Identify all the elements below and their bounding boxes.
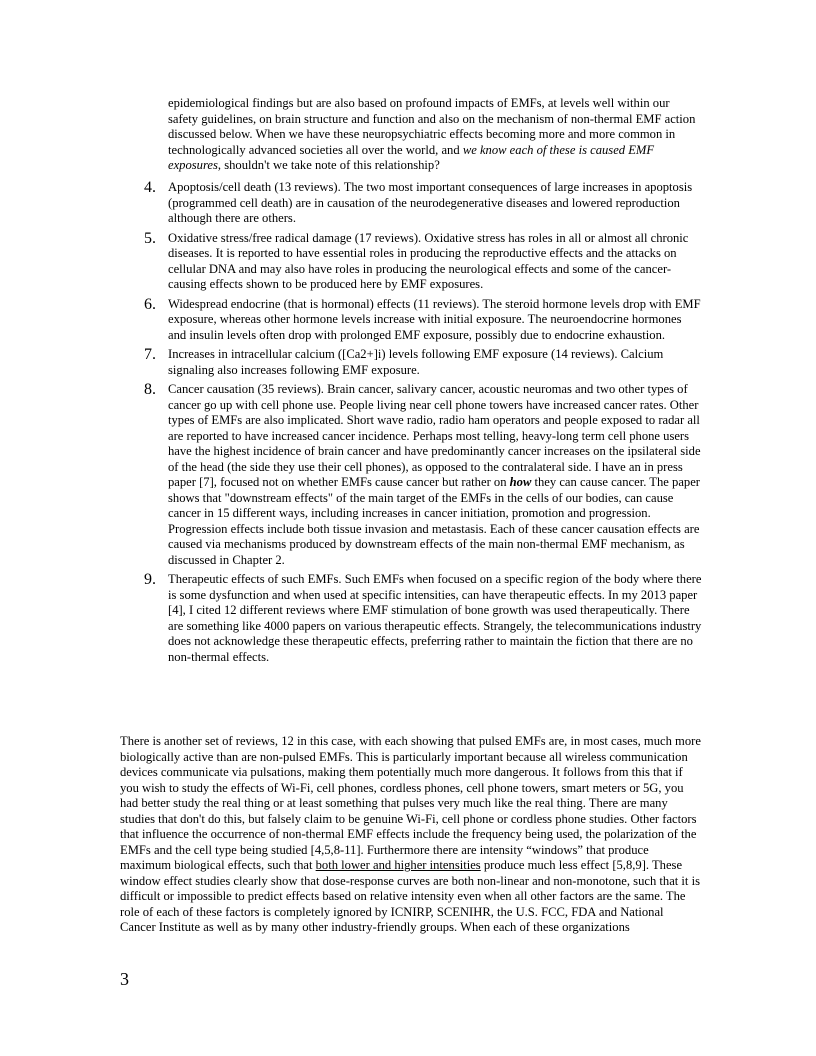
emphasized-word: how bbox=[509, 475, 532, 489]
list-number: 4. bbox=[144, 179, 156, 196]
list-item-6 bbox=[0, 297, 702, 344]
paragraph-text-end: produce much less effect [5,8,9]. These window effect studies clearly show that dose-response curves are both non-linear and non-monotone, such that it is difficult or impossible to predict effects based on relative intensity even when all other factors are the same. The role of each of these factors is completely ignored by ICNIRP, SCENIHR, the U.S. FCC, FDA and National Cancer Institute as well as by many other industry-friendly groups. When each of these organizations bbox=[120, 858, 700, 934]
emphasized-phrase: we know each of these is caused EMF exposures bbox=[168, 142, 655, 172]
list-item-4 bbox=[0, 180, 702, 227]
body-paragraph bbox=[120, 734, 702, 936]
list-item-5 bbox=[0, 231, 702, 293]
list-item-text: Increases in intracellular calcium ([Ca2+]i) levels following EMF exposure (14 reviews). Calcium signaling also increases following EMF exposure. bbox=[168, 347, 664, 377]
underlined-phrase: both lower and higher intensities bbox=[315, 858, 481, 872]
continued-text: epidemiological findings but are also based on profound impacts of EMFs, at levels well within our safety guidelines, on brain structure and function and also on the mechanism of non-thermal EMF action discussed below. When we have these neuropsychiatric effects becoming more and more common in technologically advanced societies all over the world, and bbox=[168, 96, 696, 157]
list-number: 9. bbox=[144, 571, 156, 588]
page-number: 3 bbox=[120, 969, 129, 989]
list-item-text: Therapeutic effects of such EMFs. Such EMFs when focused on a specific region of the body where there is some dysfunction and when used at specific intensities, can have therapeutic effects. In my 2013 paper [4], I cited 12 different reviews where EMF stimulation of bone growth was used therapeutically. There are something like 4000 papers on various therapeutic effects. Strangely, the telecommunications industry does not acknowledge these therapeutic effects, preferring rather to maintain the fiction that there are no non-thermal effects. bbox=[168, 572, 702, 664]
list-item-text: Oxidative stress/free radical damage (17 reviews). Oxidative stress has roles in all or almost all chronic diseases. It is reported to have essential roles in producing the reproductive effects and the attacks on cellular DNA and may also have roles in producing the neurological effects and some of the cancer-causing effects shown to be produced here by EMF exposures. bbox=[168, 230, 689, 291]
list-number: 6. bbox=[144, 295, 156, 313]
list-item-text-continued: they can cause cancer. The paper shows that "downstream effects" of the main target of the EMFs in the cells of our bodies, can cause cancer in 15 different ways, including increases in cancer initiation, promotion and progression. Progression effects include both tissue invasion and metastasis. Each of these cancer causation effects are caused via mechanisms produced by downstream effects of the main non-thermal EMF mechanism, as discussed in Chapter 2. bbox=[168, 475, 700, 567]
continued-list-item-text bbox=[168, 96, 702, 174]
list-item-text: Widespread endocrine (that is hormonal) effects (11 reviews). The steroid hormone levels drop with EMF exposure, whereas other hormone levels increase with initial exposure. The neuroendocrine hormones and insulin levels often drop with prolonged EMF exposure, possibly due to endocrine exhaustion. bbox=[168, 296, 701, 342]
list-number: 8. bbox=[144, 381, 156, 398]
list-number: 5. bbox=[144, 229, 156, 247]
effects-list bbox=[0, 180, 816, 669]
list-number: 7. bbox=[144, 346, 156, 363]
list-item-8 bbox=[0, 382, 702, 568]
list-item-7 bbox=[0, 347, 702, 378]
list-item-text: Apoptosis/cell death (13 reviews). The two most important consequences of large increases in apoptosis (programmed cell death) are in causation of the neurodegenerative diseases and lowered reproduction although there are others. bbox=[168, 180, 693, 225]
list-item-text: Cancer causation (35 reviews). Brain cancer, salivary cancer, acoustic neuromas and two other types of cancer go up with cell phone use. People living near cell phone towers have increased cancer rates. Other types of EMFs are also implicated. Short wave radio, radio ham operators and people exposed to radar all are reported to have increased cancer incidence. Perhaps most telling, heavy-long term cell phone users have the highest incidence of brain cancer and have predominantly cancer increases on the ipsilateral side of the head (the side they use their cell phones), as opposed to the contralateral side. I have an in press paper [7], focused not on whether EMFs cause cancer but rather on bbox=[168, 382, 701, 489]
continued-text-end: , shouldn't we take note of this relationship? bbox=[217, 158, 440, 172]
paragraph-text: There is another set of reviews, 12 in this case, with each showing that pulsed EMFs are, in most cases, much more biologically active than are non-pulsed EMFs. This is particularly important because all wireless communication devices communicate via pulsations, making them potentially much more dangerous. It follows from this that if you wish to study the effects of Wi-Fi, cell phones, cordless phones, cell phone towers, smart meters or 5G, you had better study the real thing or at least something that pulses very much like the real thing. There are many studies that don't do this, but falsely claim to be genuine Wi-Fi, cell phone or cordless phone studies. Other factors that influence the occurrence of non-thermal EMF effects include the frequency being used, the polarization of the EMFs and the cell type being studied [4,5,8-11]. Furthermore there are intensity “windows” that produce maximum biological effects, such that bbox=[120, 734, 701, 872]
list-item-9 bbox=[0, 572, 702, 665]
